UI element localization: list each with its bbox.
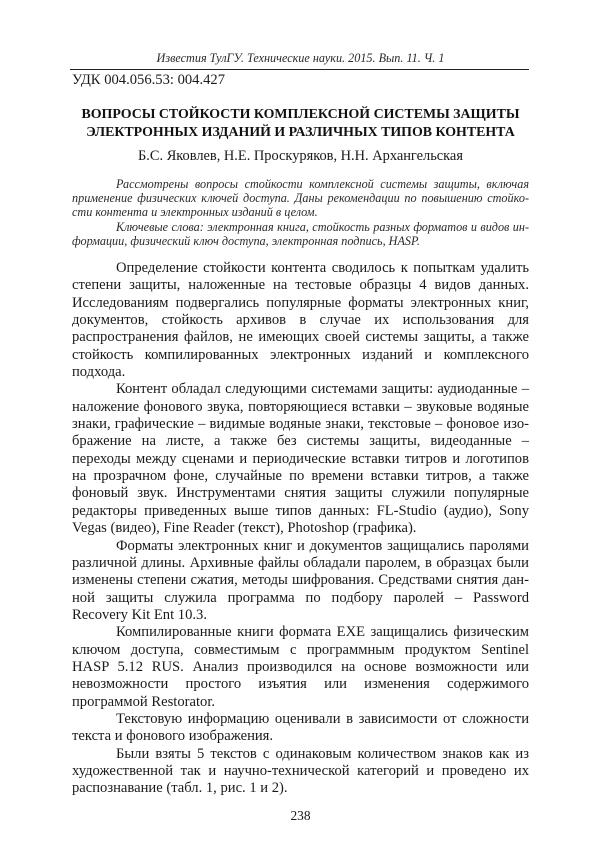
paragraph: Контент обладал следующими системами защиты: аудиоданные – наложение фонового звука, повторяющиеся вставки – звуковые водяные знаки, графические – видимые водяные знаки, текстовые – фоновое изображение на листе, а также без системы защиты, видеоданные – переходы между сценами и периодические вставки титров и логотипов на прозрачном фоне, случайные по времени вставки титров, а также фоновый звук. Инструментами снятия защиты служили популярные редакторы приведенных выше типов данных: FL-Studio (аудио), Sony Vegas (видео), Fine Reader (текст), Photoshop (графика). <box>72 381 529 537</box>
keywords: Ключевые слова: электронная книга, стойкость разных форматов и видов информации, физический ключ доступа, электронная подпись, HASP. <box>72 219 529 248</box>
article-title-line-2: ЭЛЕКТРОННЫХ ИЗДАНИЙ И РАЗЛИЧНЫХ ТИПОВ КОНТЕНТА <box>86 124 515 140</box>
paragraph: Текстовую информацию оценивали в зависимости от сложности текста и фонового изображения. <box>72 710 529 745</box>
authors: Б.С. Яковлев, Н.Е. Проскуряков, Н.Н. Архангельская <box>138 148 463 164</box>
paragraph: Форматы электронных книг и документов защищались паролями различной длины. Архивные файлы обладали паролем, в образцах были изменены степени сжатия, методы шифрования. Средствами снятия данной защиты служила программа по подбору паролей – Password Recovery Kit Ent 10.3. <box>72 537 529 623</box>
udk-code: УДК 004.056.53: 004.427 <box>72 72 225 88</box>
header-divider <box>70 69 529 70</box>
document-page <box>72 0 529 864</box>
body-text <box>72 260 529 798</box>
paragraph: Компилированные книги формата EXE защищались физическим ключом доступа, совместимым с программным продуктом Sentinel HASP 5.12 RUS. Анализ производился на основе возможности или невозможности простого изъятия или изменения содержимого программой Restorator. <box>72 624 529 710</box>
page-number: 238 <box>290 807 311 823</box>
paragraph: Были взяты 5 текстов с одинаковым количеством знаков как из художественной так и научно-технической категорий и проведено их распознавание (табл. 1, рис. 1 и 2). <box>72 745 529 797</box>
running-header: Известия ТулГУ. Технические науки. 2015. Вып. 11. Ч. 1 <box>156 51 445 65</box>
abstract <box>72 177 529 248</box>
abstract-summary: Рассмотрены вопросы стойкости комплексной системы защиты, включая применение физических ключей доступа. Даны рекомендации по повышению стойкости контента и электронных изданий в целом. <box>72 177 529 220</box>
article-title <box>72 106 529 141</box>
article-title-line-1: ВОПРОСЫ СТОЙКОСТИ КОМПЛЕКСНОЙ СИСТЕМЫ ЗАЩИТЫ <box>81 107 520 122</box>
paragraph: Определение стойкости контента сводилось к попыткам удалить степени защиты, наложенные на тестовые образцы 4 видов данных. Исследованиям подвергались популярные форматы электронных книг, документов, стойкость архивов в случае их использования для распространения файлов, не имеющих своей системы защиты, а также стойкость компилированных электронных изданий и комплексного подхода. <box>72 260 529 381</box>
